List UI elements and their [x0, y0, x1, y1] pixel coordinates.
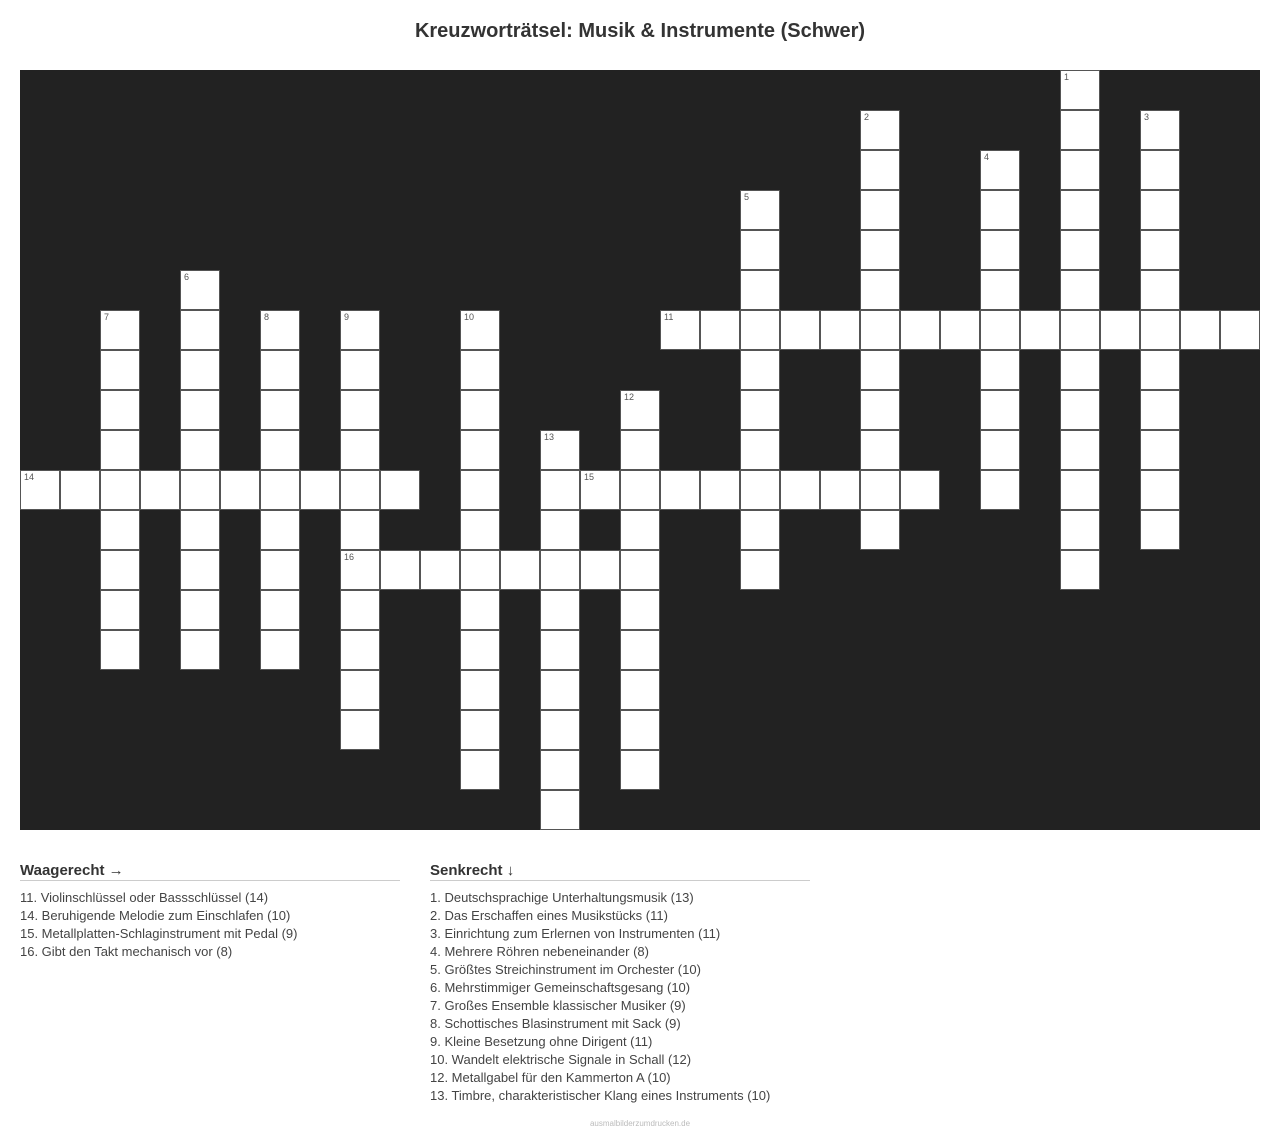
clue-number: 16 — [344, 552, 355, 562]
crossword-cell[interactable] — [580, 550, 620, 590]
crossword-cell[interactable] — [860, 390, 900, 430]
down-clues — [430, 862, 810, 1105]
crossword-cell[interactable] — [1140, 310, 1180, 350]
crossword-cell[interactable] — [860, 310, 900, 350]
crossword-cell[interactable] — [180, 270, 220, 310]
crossword-cell[interactable] — [980, 270, 1020, 310]
clue-number: 2 — [864, 112, 870, 122]
clue-number: 8 — [264, 312, 270, 322]
crossword-cell[interactable] — [1060, 550, 1100, 590]
crossword-cell[interactable] — [540, 590, 580, 630]
crossword-cell[interactable] — [540, 710, 580, 750]
crossword-cell[interactable] — [180, 510, 220, 550]
crossword-cell[interactable] — [620, 630, 660, 670]
crossword-cell[interactable] — [380, 550, 420, 590]
crossword-cell[interactable] — [100, 470, 140, 510]
crossword-cell[interactable] — [740, 470, 780, 510]
crossword-cell[interactable] — [980, 190, 1020, 230]
crossword-cell[interactable] — [740, 550, 780, 590]
crossword-cell[interactable] — [340, 310, 380, 350]
crossword-cell[interactable] — [980, 390, 1020, 430]
crossword-cell[interactable] — [1060, 110, 1100, 150]
crossword-cell[interactable] — [980, 150, 1020, 190]
crossword-cell[interactable] — [860, 470, 900, 510]
crossword-cell[interactable] — [100, 510, 140, 550]
crossword-cell[interactable] — [620, 430, 660, 470]
crossword-cell[interactable] — [1060, 310, 1100, 350]
crossword-grid — [20, 70, 1260, 830]
clue-number: 5 — [744, 192, 750, 202]
down-clue: 1. Deutschsprachige Unterhaltungsmusik (13) — [430, 890, 694, 905]
down-clue: 7. Großes Ensemble klassischer Musiker (9) — [430, 998, 686, 1013]
crossword-cell[interactable] — [140, 470, 180, 510]
crossword-cell[interactable] — [460, 630, 500, 670]
crossword-cell[interactable] — [980, 350, 1020, 390]
clue-number: 7 — [104, 312, 110, 322]
crossword-cell[interactable] — [540, 790, 580, 830]
crossword-cell[interactable] — [260, 390, 300, 430]
crossword-cell[interactable] — [620, 750, 660, 790]
crossword-cell[interactable] — [860, 110, 900, 150]
crossword-cell[interactable] — [460, 430, 500, 470]
down-clue: 13. Timbre, charakteristischer Klang eines Instruments (10) — [430, 1088, 771, 1103]
down-clue: 4. Mehrere Röhren nebeneinander (8) — [430, 944, 649, 959]
crossword-cell[interactable] — [1060, 230, 1100, 270]
clue-number: 3 — [1144, 112, 1150, 122]
crossword-cell[interactable] — [100, 310, 140, 350]
crossword-cell[interactable] — [180, 310, 220, 350]
crossword-cell[interactable] — [420, 550, 460, 590]
crossword-cell[interactable] — [180, 350, 220, 390]
crossword-cell[interactable] — [220, 470, 260, 510]
clue-number: 4 — [984, 152, 990, 162]
crossword-cell[interactable] — [1060, 390, 1100, 430]
down-clue: 10. Wandelt elektrische Signale in Schall (12) — [430, 1052, 692, 1067]
down-clue: 2. Das Erschaffen eines Musikstücks (11) — [430, 908, 668, 923]
crossword-cell[interactable] — [460, 470, 500, 510]
crossword-cell[interactable] — [860, 350, 900, 390]
clue-number: 1 — [1064, 72, 1070, 82]
crossword-cell[interactable] — [500, 550, 540, 590]
crossword-cell[interactable] — [820, 470, 860, 510]
footer-credit: ausmalbilderzumdrucken.de — [589, 1119, 691, 1128]
across-clues — [20, 862, 400, 961]
crossword-cell[interactable] — [1140, 270, 1180, 310]
crossword-cell[interactable] — [1140, 470, 1180, 510]
crossword-cell[interactable] — [860, 270, 900, 310]
crossword-cell[interactable] — [540, 510, 580, 550]
crossword-cell[interactable] — [460, 670, 500, 710]
crossword-cell[interactable] — [1060, 470, 1100, 510]
crossword-cell[interactable] — [180, 550, 220, 590]
crossword-cell[interactable] — [740, 350, 780, 390]
page-title: Kreuzworträtsel: Musik & Instrumente (Schwer) — [414, 20, 866, 42]
crossword-cell[interactable] — [620, 470, 660, 510]
crossword-cell[interactable] — [460, 710, 500, 750]
crossword-cell[interactable] — [740, 510, 780, 550]
crossword-cell[interactable] — [460, 550, 500, 590]
crossword-cell[interactable] — [540, 750, 580, 790]
down-clue: 9. Kleine Besetzung ohne Dirigent (11) — [430, 1034, 653, 1049]
crossword-cell[interactable] — [740, 230, 780, 270]
crossword-cell[interactable] — [700, 310, 740, 350]
crossword-cell[interactable] — [740, 310, 780, 350]
crossword-cell[interactable] — [1140, 110, 1180, 150]
crossword-cell[interactable] — [820, 310, 860, 350]
crossword-cell[interactable] — [260, 310, 300, 350]
crossword-cell[interactable] — [260, 590, 300, 630]
clue-number: 10 — [464, 312, 475, 322]
crossword-cell[interactable] — [620, 590, 660, 630]
crossword-cell[interactable] — [380, 470, 420, 510]
crossword-cell[interactable] — [20, 470, 60, 510]
crossword-cell[interactable] — [540, 430, 580, 470]
crossword-cell[interactable] — [260, 550, 300, 590]
crossword-cell[interactable] — [900, 310, 940, 350]
crossword-cell[interactable] — [340, 630, 380, 670]
down-clue: 6. Mehrstimmiger Gemeinschaftsgesang (10) — [430, 980, 691, 995]
clue-number: 15 — [584, 472, 595, 482]
crossword-cell[interactable] — [540, 670, 580, 710]
crossword-cell[interactable] — [460, 310, 500, 350]
crossword-cell[interactable] — [1220, 310, 1260, 350]
down-heading: Senkrecht ↓ — [430, 862, 810, 881]
across-clue: 11. Violinschlüssel oder Bassschlüssel (14) — [20, 890, 269, 905]
crossword-cell[interactable] — [340, 390, 380, 430]
crossword-cell[interactable] — [260, 470, 300, 510]
crossword-cell[interactable] — [1060, 190, 1100, 230]
crossword-cell[interactable] — [620, 510, 660, 550]
crossword-cell[interactable] — [260, 630, 300, 670]
crossword-cell[interactable] — [100, 590, 140, 630]
crossword-cell[interactable] — [700, 470, 740, 510]
crossword-cell[interactable] — [180, 590, 220, 630]
crossword-cell[interactable] — [980, 310, 1020, 350]
crossword-cell[interactable] — [180, 390, 220, 430]
crossword-cell[interactable] — [1140, 430, 1180, 470]
crossword-cell[interactable] — [980, 470, 1020, 510]
crossword-cell[interactable] — [860, 230, 900, 270]
crossword-cell[interactable] — [340, 470, 380, 510]
crossword-cell[interactable] — [1140, 190, 1180, 230]
crossword-cell[interactable] — [780, 310, 820, 350]
crossword-cell[interactable] — [620, 670, 660, 710]
crossword-cell[interactable] — [340, 350, 380, 390]
clue-number: 13 — [544, 432, 555, 442]
crossword-cell[interactable] — [860, 190, 900, 230]
down-clue: 12. Metallgabel für den Kammerton A (10) — [430, 1070, 671, 1085]
crossword-cell[interactable] — [1060, 150, 1100, 190]
crossword-cell[interactable] — [460, 510, 500, 550]
crossword-cell[interactable] — [100, 550, 140, 590]
crossword-cell[interactable] — [260, 510, 300, 550]
crossword-cell[interactable] — [980, 430, 1020, 470]
across-clue: 14. Beruhigende Melodie zum Einschlafen (10) — [20, 908, 291, 923]
crossword-cell[interactable] — [460, 350, 500, 390]
crossword-cell[interactable] — [1140, 390, 1180, 430]
crossword-cell[interactable] — [100, 630, 140, 670]
crossword-cell[interactable] — [1020, 310, 1060, 350]
clue-number: 6 — [184, 272, 190, 282]
crossword-cell[interactable] — [860, 510, 900, 550]
clue-number: 12 — [624, 392, 635, 402]
crossword-cell[interactable] — [340, 430, 380, 470]
crossword-cell[interactable] — [100, 350, 140, 390]
crossword-cell[interactable] — [740, 390, 780, 430]
crossword-cell[interactable] — [460, 750, 500, 790]
crossword-cell[interactable] — [460, 590, 500, 630]
down-clue: 5. Größtes Streichinstrument im Orchester (10) — [430, 962, 701, 977]
crossword-cell[interactable] — [660, 470, 700, 510]
across-clue: 16. Gibt den Takt mechanisch vor (8) — [20, 944, 233, 959]
crossword-cell[interactable] — [180, 470, 220, 510]
crossword-cell[interactable] — [1140, 350, 1180, 390]
crossword-cell[interactable] — [340, 550, 380, 590]
crossword-cell[interactable] — [660, 310, 700, 350]
crossword-cell[interactable] — [180, 430, 220, 470]
crossword-cell[interactable] — [1060, 270, 1100, 310]
crossword-cell[interactable] — [1180, 310, 1220, 350]
crossword-cell[interactable] — [340, 670, 380, 710]
crossword-cell[interactable] — [260, 430, 300, 470]
crossword-cell[interactable] — [940, 310, 980, 350]
crossword-cell[interactable] — [780, 470, 820, 510]
crossword-cell[interactable] — [620, 550, 660, 590]
crossword-cell[interactable] — [1060, 510, 1100, 550]
crossword-cell[interactable] — [1100, 310, 1140, 350]
down-clue: 3. Einrichtung zum Erlernen von Instrumenten (11) — [430, 926, 721, 941]
crossword-cell[interactable] — [1060, 70, 1100, 110]
crossword-cell[interactable] — [740, 270, 780, 310]
crossword-cell[interactable] — [340, 590, 380, 630]
down-clue: 8. Schottisches Blasinstrument mit Sack (9) — [430, 1016, 681, 1031]
across-clue: 15. Metallplatten-Schlaginstrument mit Pedal (9) — [20, 926, 298, 941]
clue-number: 11 — [664, 312, 674, 322]
crossword-cell[interactable] — [100, 430, 140, 470]
clue-number: 14 — [24, 472, 35, 482]
crossword-cell[interactable] — [1060, 430, 1100, 470]
crossword-cell[interactable] — [340, 710, 380, 750]
crossword-cell[interactable] — [1140, 230, 1180, 270]
crossword-cell[interactable] — [1140, 150, 1180, 190]
crossword-cell[interactable] — [860, 150, 900, 190]
crossword-cell[interactable] — [260, 350, 300, 390]
crossword-cell[interactable] — [100, 390, 140, 430]
crossword-cell[interactable] — [540, 550, 580, 590]
crossword-cell[interactable] — [1140, 510, 1180, 550]
crossword-cell[interactable] — [860, 430, 900, 470]
crossword-cell[interactable] — [620, 710, 660, 750]
crossword-cell[interactable] — [980, 230, 1020, 270]
crossword-cell[interactable] — [620, 390, 660, 430]
crossword-cell[interactable] — [900, 470, 940, 510]
crossword-cell[interactable] — [300, 470, 340, 510]
crossword-cell[interactable] — [540, 470, 580, 510]
crossword-cell[interactable] — [1060, 350, 1100, 390]
crossword-cell[interactable] — [460, 390, 500, 430]
crossword-cell[interactable] — [540, 630, 580, 670]
clue-number: 9 — [344, 312, 350, 322]
crossword-cell[interactable] — [740, 430, 780, 470]
across-heading: Waagerecht → — [20, 862, 400, 881]
crossword-cell[interactable] — [740, 190, 780, 230]
crossword-cell[interactable] — [340, 510, 380, 550]
crossword-cell[interactable] — [60, 470, 100, 510]
crossword-cell[interactable] — [180, 630, 220, 670]
crossword-cell[interactable] — [580, 470, 620, 510]
